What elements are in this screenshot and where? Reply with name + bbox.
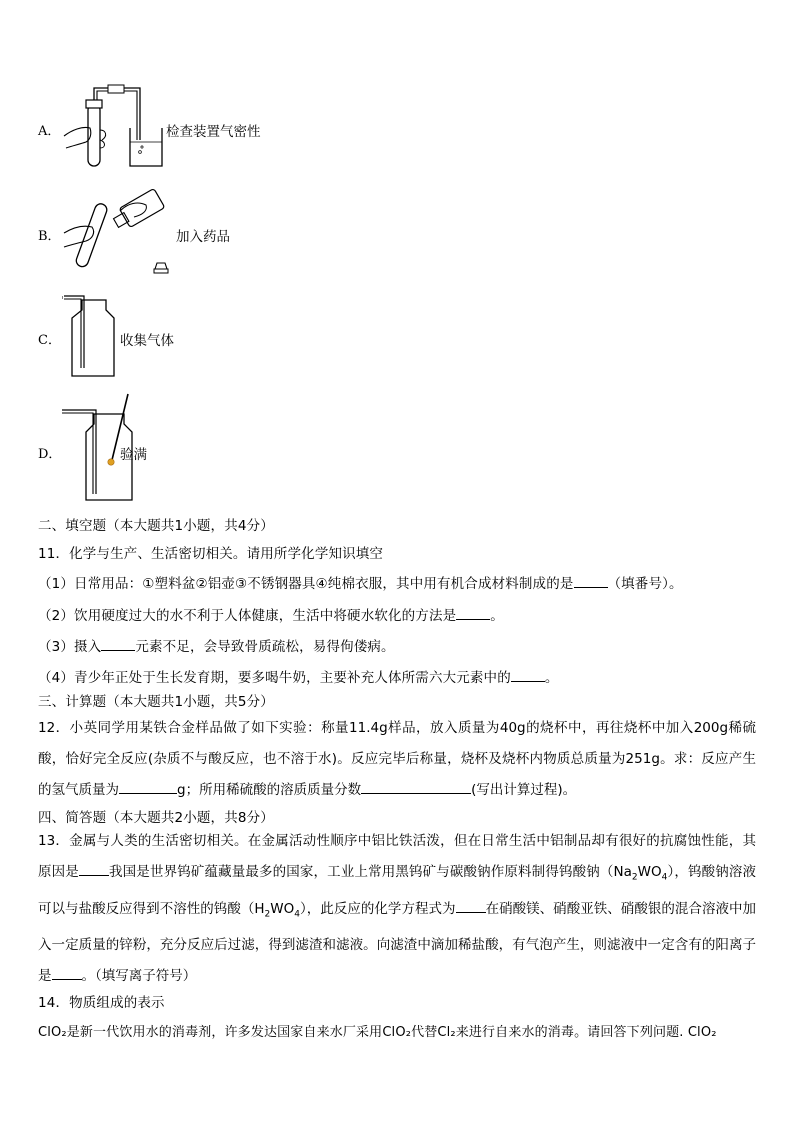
q13-text-b2: WO [637, 864, 662, 880]
q13-blank-ions[interactable] [52, 967, 82, 980]
q13-text-e: 。（填写离子符号） [81, 968, 197, 985]
q12-text-a: 12．小英同学用某铁合金样品做了如下实验：称量11.4g样品，放入质量为40g的烧杯中，再往烧杯中加入200g稀硫酸，恰好完全反应(杂质不与酸反应，也不溶于水)。反应完毕后称量，烧杯及烧杯内物质总质量为251g。求：反应产生的氢气质量为 [38, 720, 756, 798]
q13-paragraph [38, 826, 756, 992]
option-c-label: 收集气体 [120, 333, 174, 349]
q12-blank-percentage[interactable] [361, 781, 471, 794]
q13-text-a: 13．金属与人类的生活密切相关。在金属活动性顺序中铝比铁活泼，但在日常生活中铝制品却有很好的抗腐蚀性能，其原因是 [38, 833, 756, 880]
q11-1-blank[interactable] [574, 575, 608, 588]
airtightness-check-illustration [62, 82, 167, 172]
q13-text-b3: ），钨酸钠溶液可以与盐酸反应得到不溶性的钨酸（H [38, 864, 757, 917]
q12-blank-hydrogen[interactable] [119, 781, 177, 794]
q11-4-text-b: 。 [544, 670, 559, 686]
q11-2-text-b: 。 [490, 608, 504, 624]
adding-reagent-illustration [62, 183, 174, 283]
q13-text-b: 我国是世界钨矿蕴藏量最多的国家，工业上常用黑钨矿与碳酸钠作原料制得钨酸钠（Na [108, 864, 632, 880]
q11-title: 11．化学与生产、生活密切相关。请用所学化学知识填空 [38, 546, 384, 562]
q13-sub-1: 2 [631, 872, 638, 883]
q11-2-text-a: （2）饮用硬度过大的水不利于人体健康，生活中将硬水软化的方法是 [38, 608, 457, 624]
q11-4-blank[interactable] [511, 669, 545, 682]
q13-sub-3: 2 [264, 909, 271, 920]
q11-part-3 [38, 635, 395, 655]
option-d-letter: D． [38, 447, 62, 462]
option-b-letter: B． [38, 229, 61, 244]
q13-text-d: 在硝酸镁、硝酸亚铁、硝酸银的混合溶液中加入一定质量的锌粉，充分反应后过滤，得到滤渣和滤液。向滤渣中滴加稀盐酸，有气泡产生，则滤液中一定含有的阳离子是 [38, 900, 757, 985]
q11-part-4 [38, 666, 559, 686]
q13-sub-4: 4 [294, 909, 300, 920]
section-3-heading: 三、计算题（本大题共1小题，共5分） [38, 694, 274, 710]
q13-blank-reason[interactable] [79, 863, 109, 876]
q11-1-text-b: （填番号）。 [607, 576, 683, 592]
q13-text-c2: WO [270, 900, 295, 917]
q11-part-2 [38, 604, 504, 624]
q13-text-c3: ），此反应的化学方程式为 [299, 900, 456, 917]
q14-line: ClO₂是新一代饮用水的消毒剂，许多发达国家自来水厂采用ClO₂代替Cl₂来进行自来水的消毒。请回答下列问题. ClO₂ [38, 1025, 717, 1040]
q13-sub-2: 4 [661, 872, 668, 883]
q11-2-blank[interactable] [456, 607, 490, 620]
section-4-heading: 四、简答题（本大题共2小题，共8分） [38, 810, 274, 826]
q14-title: 14．物质组成的表示 [38, 995, 165, 1011]
q11-3-text-a: （3）摄入 [38, 639, 102, 655]
option-b-label: 加入药品 [176, 229, 230, 245]
q11-1-text-a: （1）日常用品：①塑料盆②铝壶③不锈钢器具④纯棉衣服，其中用有机合成材料制成的是 [38, 576, 574, 592]
gas-collection-illustration [62, 290, 122, 380]
option-a-letter: A． [38, 124, 61, 139]
q11-3-text-b: 元素不足，会导致骨质疏松，易得佝偻病。 [135, 639, 395, 655]
option-a-label: 检查装置气密性 [166, 124, 261, 140]
q12-paragraph [38, 713, 756, 806]
q13-blank-equation[interactable] [456, 900, 486, 913]
q11-4-text-a: （4）青少年正处于生长发育期，要多喝牛奶，主要补充人体所需六大元素中的 [38, 670, 511, 686]
q11-3-blank[interactable] [101, 638, 135, 651]
q11-part-1 [38, 572, 683, 592]
q12-text-b: g；所用稀硫酸的溶质质量分数 [177, 782, 362, 798]
option-c-letter: C． [38, 333, 61, 348]
option-d-label: 验满 [120, 447, 147, 463]
q12-text-c: (写出计算过程)。 [471, 782, 577, 798]
section-2-heading: 二、填空题（本大题共1小题，共4分） [38, 518, 274, 534]
